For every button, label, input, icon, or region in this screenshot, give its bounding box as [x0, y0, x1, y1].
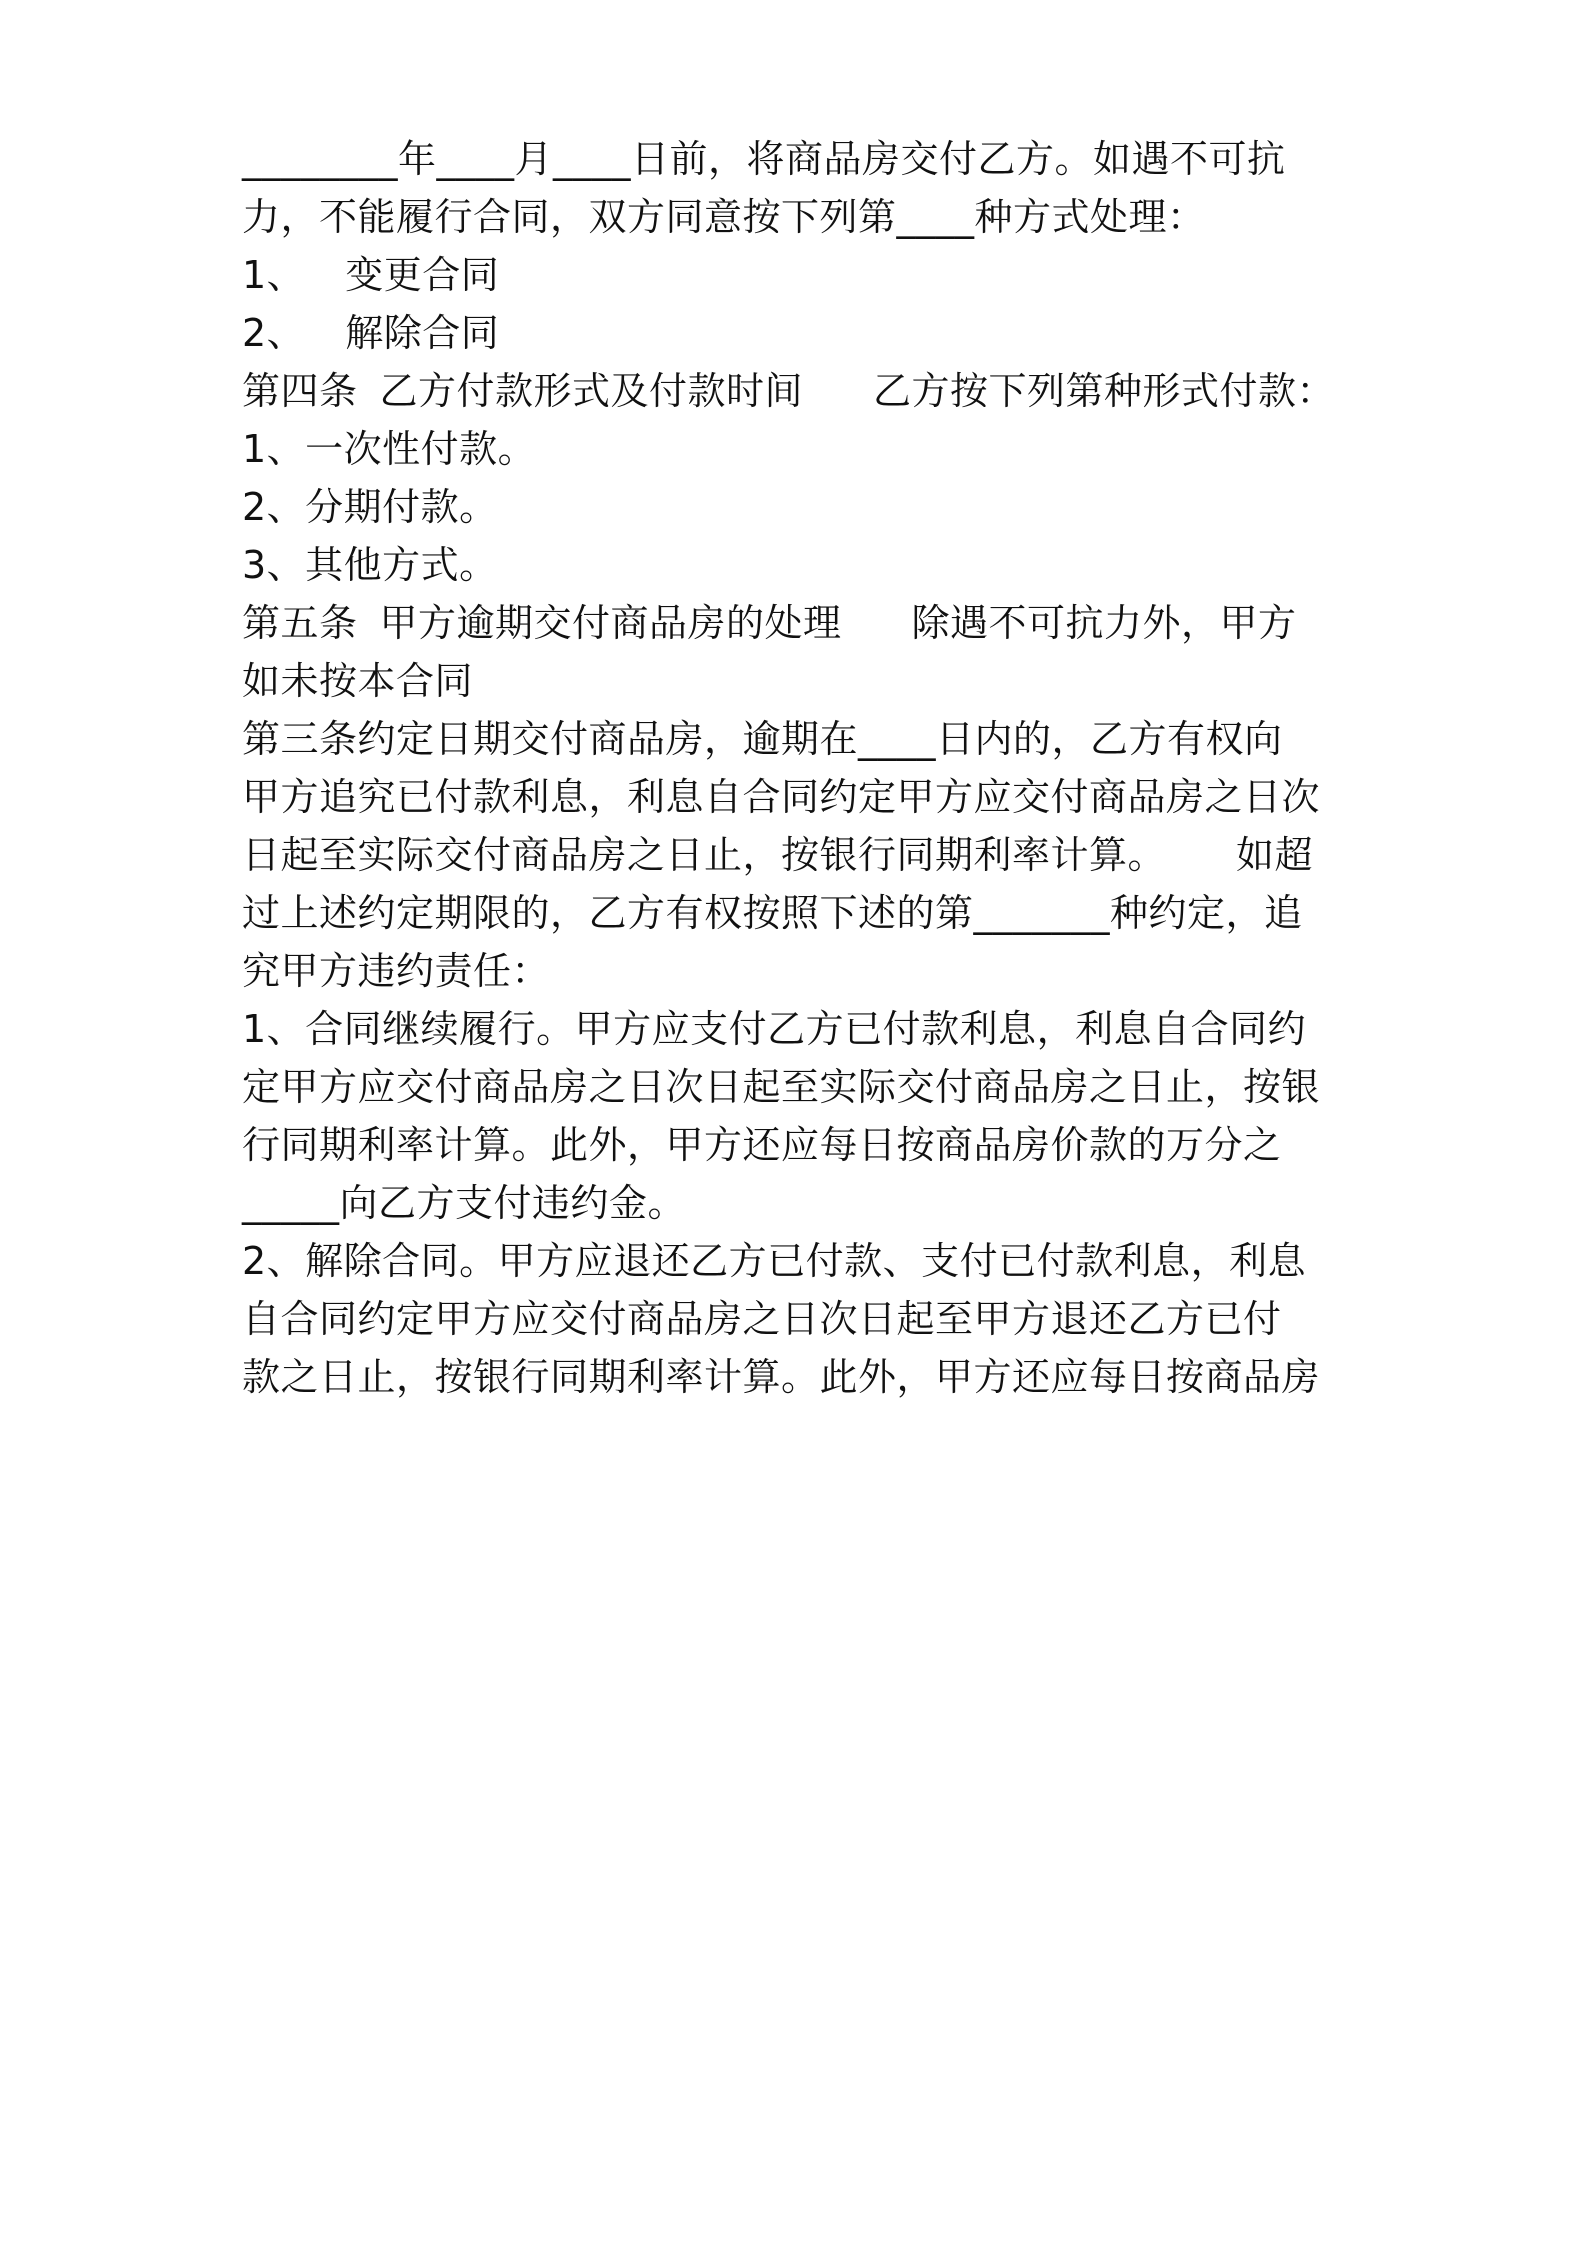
article-number: 第四条: [242, 369, 358, 413]
article-title: 乙方付款形式及付款时间: [379, 369, 804, 413]
text-line: 自合同约定甲方应交付商品房之日次日起至甲方退还乙方已付: [242, 1297, 1282, 1341]
text-segment: 乙方按下列第种形式付款：: [873, 369, 1336, 413]
text-line: 第三条约定日期交付商品房，逾期在____日内的，乙方有权向: [242, 717, 1283, 761]
text-line: _____向乙方支付违约金。: [242, 1181, 687, 1225]
list-item: [242, 308, 1362, 358]
text-line: 力，不能履行合同，双方同意按下列第____种方式处理：: [242, 195, 1206, 239]
text-line: 如未按本合同: [242, 659, 474, 703]
article-heading: [242, 366, 1362, 416]
text-line: 过上述约定期限的，乙方有权按照下述的第_______种约定，追: [242, 891, 1303, 935]
text-line: 究甲方违约责任：: [242, 949, 551, 993]
text-line: 行同期利率计算。此外，甲方还应每日按商品房价款的万分之: [242, 1123, 1282, 1167]
text-segment: 日起至实际交付商品房之日止，按银行同期利率计算。: [242, 833, 1167, 877]
text-line: 1、合同继续履行。甲方应支付乙方已付款利息，利息自合同约: [242, 1007, 1307, 1051]
list-number: 1、: [242, 253, 306, 297]
text-segment: 如超: [1236, 833, 1314, 877]
text-line: 甲方追究已付款利息，利息自合同约定甲方应交付商品房之日次: [242, 775, 1321, 819]
text-line: 款之日止，按银行同期利率计算。此外，甲方还应每日按商品房: [242, 1355, 1321, 1399]
text-line: [242, 830, 1362, 880]
list-text: 解除合同: [345, 311, 500, 355]
list-text: 变更合同: [345, 253, 500, 297]
article-heading: [242, 598, 1362, 648]
text-line: ________年____月____日前，将商品房交付乙方。如遇不可抗: [242, 137, 1286, 181]
text-line: 2、解除合同。甲方应退还乙方已付款、支付已付款利息，利息: [242, 1239, 1307, 1283]
text-line: 1、一次性付款。: [242, 427, 537, 471]
text-line: 定甲方应交付商品房之日次日起至实际交付商品房之日止，按银: [242, 1065, 1321, 1109]
list-item: [242, 250, 1362, 300]
list-number: 2、: [242, 311, 306, 355]
text-segment: 除遇不可抗力外，甲方: [911, 601, 1297, 645]
text-line: 3、其他方式。: [242, 543, 498, 587]
article-number: 第五条: [242, 601, 358, 645]
article-title: 甲方逾期交付商品房的处理: [379, 601, 842, 645]
text-line: 2、分期付款。: [242, 485, 498, 529]
